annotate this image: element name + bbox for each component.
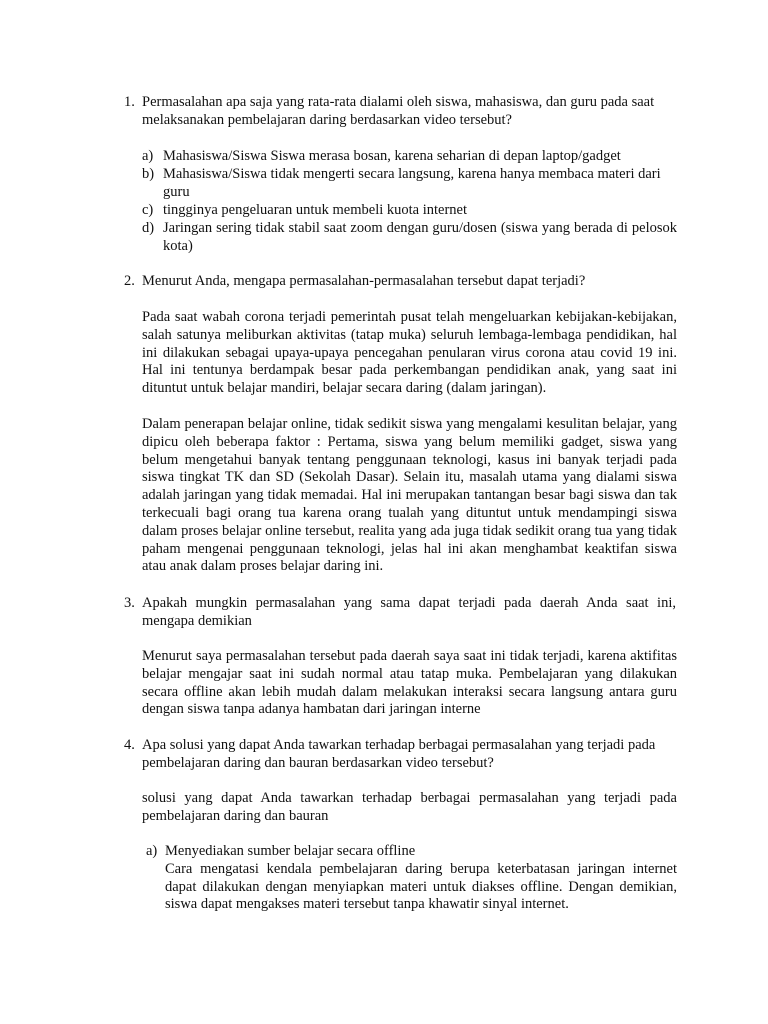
item-label: a) bbox=[142, 148, 154, 164]
question-number: 4. bbox=[124, 737, 135, 753]
question-number: 1. bbox=[124, 94, 135, 110]
item-label: b) bbox=[142, 166, 155, 182]
item-text: Mahasiswa/Siswa tidak mengerti secara langsung, karena hanya membaca materi dari guru bbox=[163, 166, 661, 200]
item-text: tingginya pengeluaran untuk membeli kuota internet bbox=[163, 202, 468, 218]
item-text: Mahasiswa/Siswa Siswa merasa bosan, karena seharian di depan laptop/gadget bbox=[163, 148, 621, 164]
question-1 bbox=[124, 94, 676, 130]
question-4 bbox=[124, 737, 676, 773]
item-label: c) bbox=[142, 202, 154, 218]
item-text: Jaringan sering tidak stabil saat zoom dengan guru/dosen (siswa yang berada di pelosok kota) bbox=[163, 220, 677, 254]
answer-item bbox=[146, 843, 677, 914]
question-text: Apakah mungkin permasalahan yang sama dapat terjadi pada daerah Anda saat ini, mengapa demikian bbox=[142, 595, 676, 629]
question-3 bbox=[124, 595, 676, 631]
answer-paragraph: Pada saat wabah corona terjadi pemerintah pusat telah mengeluarkan kebijakan-kebijakan, salah satunya meliburkan aktivitas (tatap muka) seluruh lembaga-lembaga pendidikan, hal ini dilakukan sebagai upaya-upaya pencegahan penularan virus corona atau covid 19 ini. Hal ini tentunya berdampak besar pada perkembangan pendidikan anak, yang saat ini dituntut untuk belajar mandiri, belajar secara daring (dalam jaringan). bbox=[142, 309, 677, 397]
question-text: Apa solusi yang dapat Anda tawarkan terhadap berbagai permasalahan yang terjadi pada pembelajaran daring dan bauran berdasarkan video tersebut? bbox=[142, 737, 656, 771]
answer-item bbox=[142, 202, 677, 220]
question-2 bbox=[124, 273, 676, 291]
question-text: Permasalahan apa saja yang rata-rata dialami oleh siswa, mahasiswa, dan guru pada saat melaksanakan pembelajaran daring berdasarkan video tersebut? bbox=[142, 94, 655, 128]
answer-item bbox=[142, 166, 677, 202]
answer-item bbox=[142, 148, 677, 166]
answer-item bbox=[142, 220, 677, 256]
item-label: d) bbox=[142, 220, 155, 236]
answer-paragraph: Menurut saya permasalahan tersebut pada daerah saya saat ini tidak terjadi, karena aktifitas belajar mengajar saat ini sudah normal atau tatap muka. Pembelajaran yang dilakukan secara offline akan lebih mudah dalam melakukan interaksi secara langsung antara guru dengan siswa tanpa adanya hambatan dari jaringan interne bbox=[142, 648, 677, 718]
question-number: 3. bbox=[124, 595, 135, 611]
answer-paragraph: Dalam penerapan belajar online, tidak sedikit siswa yang mengalami kesulitan belajar, yang dipicu oleh beberapa faktor : Pertama, siswa yang belum memiliki gadget, siswa yang belum mengetahui banyak tentang penggunaan teknologi, kasus ini banyak terjadi pada siswa tingkat TK dan SD (Sekolah Dasar). Selain itu, masalah utama yang dialami siswa adalah jaringan yang tidak memadai. Hal ini merupakan tantangan besar bagi siswa dan tak terkecuali bagi orang tua karena orang tualah yang dituntut untuk mendampingi siswa dalam proses belajar online tersebut, realita yang ada juga tidak sedikit orang tua yang tidak paham mengenai penggunaan teknologi, jelas hal ini akan menghambat keaktifan siswa atau anak dalam proses belajar daring ini. bbox=[142, 416, 677, 575]
question-text: Menurut Anda, mengapa permasalahan-permasalahan tersebut dapat terjadi? bbox=[142, 273, 586, 289]
answer-paragraph: solusi yang dapat Anda tawarkan terhadap berbagai permasalahan yang terjadi pada pembelajaran daring dan bauran bbox=[142, 790, 677, 824]
item-text: Cara mengatasi kendala pembelajaran daring berupa keterbatasan jaringan internet dapat dilakukan dengan menyiapkan materi untuk diakses offline. Dengan demikian, siswa dapat mengakses materi tersebut tanpa khawatir sinyal internet. bbox=[165, 860, 677, 913]
question-number: 2. bbox=[124, 273, 135, 289]
item-title: Menyediakan sumber belajar secara offline bbox=[165, 843, 416, 859]
item-label: a) bbox=[146, 843, 158, 859]
